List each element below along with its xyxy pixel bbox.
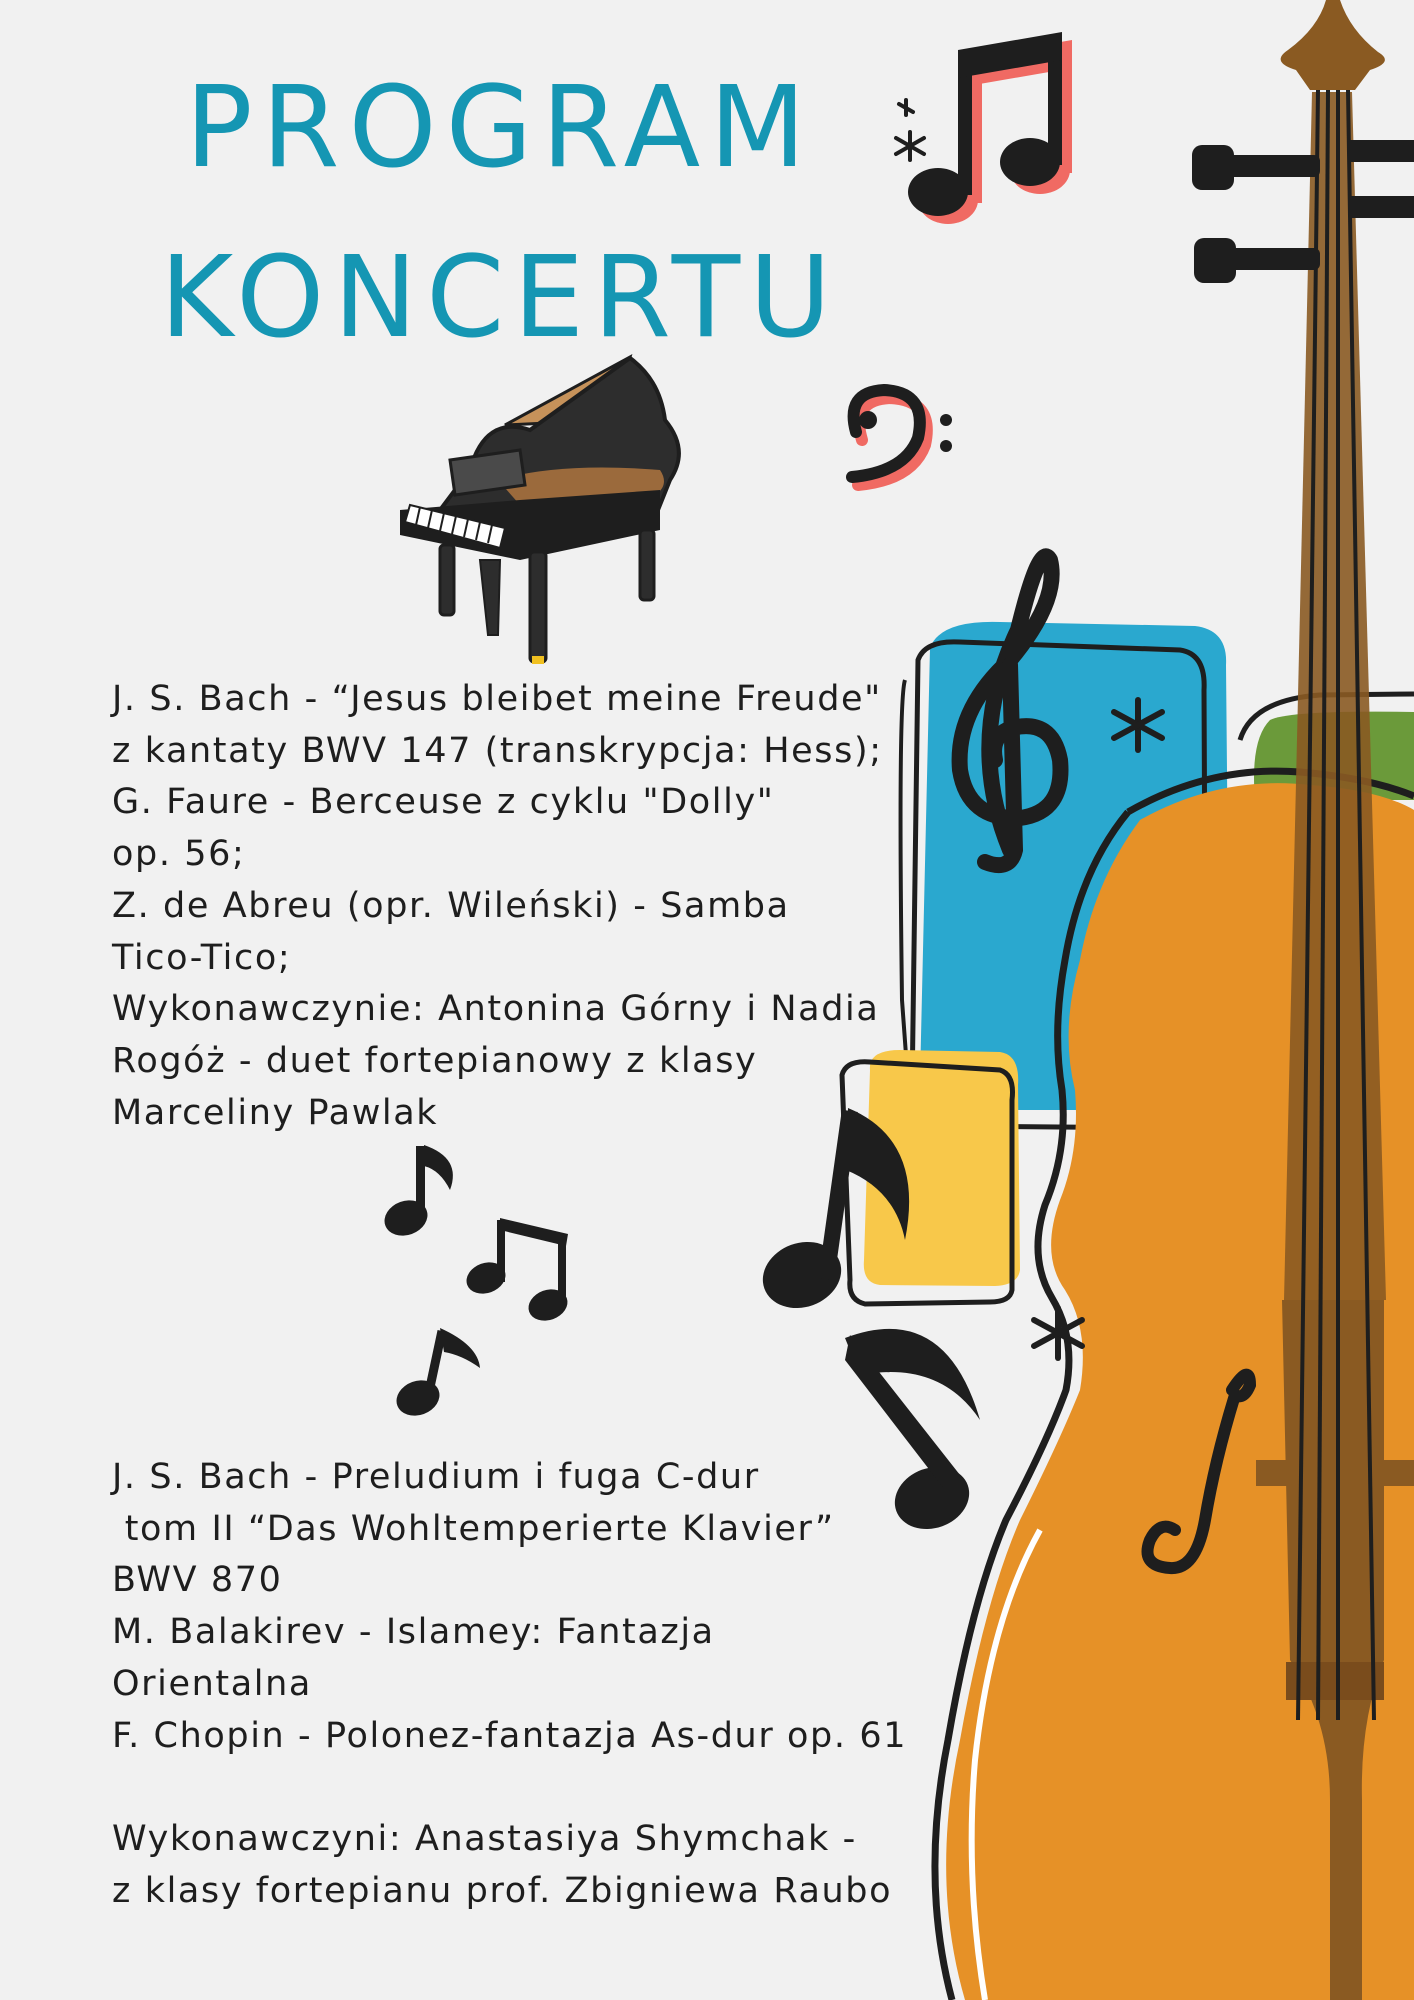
program-line: M. Balakirev - Islamey: Fantazja xyxy=(112,1612,715,1653)
performers-line: z klasy fortepianu prof. Zbigniewa Raubo xyxy=(112,1870,893,1911)
asterisk-icon xyxy=(1034,1308,1082,1358)
program-line: J. S. Bach - Preludium i fuga C-dur xyxy=(112,1457,760,1497)
performers-line: Wykonawczyni: Anastasiya Shymchak - xyxy=(112,1818,857,1859)
program-line: J. S. Bach - “Jesus bleibet meine Freude" xyxy=(112,679,882,719)
music-note-icon xyxy=(462,1218,572,1326)
program-line: z kantaty BWV 147 (transkrypcja: Hess); xyxy=(112,730,883,771)
performers-line: Rogóż - duet fortepianowy z klasy xyxy=(112,1040,758,1081)
music-note-icon xyxy=(380,1145,453,1241)
program-section-2 xyxy=(112,1452,907,1917)
program-line: Tico-Tico; xyxy=(112,937,292,978)
program-line: op. 56; xyxy=(112,834,246,875)
performers-line: Marceliny Pawlak xyxy=(112,1092,439,1133)
performers-line: Wykonawczynie: Antonina Górny i Nadia xyxy=(112,989,880,1030)
bass-clef-icon xyxy=(852,390,952,485)
grand-piano-icon xyxy=(400,357,679,664)
page-title-line-1: PROGRAM xyxy=(185,63,815,193)
music-note-icon xyxy=(392,1328,480,1421)
program-line: G. Faure - Berceuse z cyklu "Dolly" xyxy=(112,782,775,823)
program-line: F. Chopin - Polonez-fantazja As-dur op. 61 xyxy=(112,1715,908,1756)
page-title-line-2: KONCERTU xyxy=(159,233,841,363)
program-section-1 xyxy=(112,674,883,1139)
program-line: Orientalna xyxy=(112,1663,312,1704)
bridge xyxy=(1256,1460,1414,1486)
program-line: Z. de Abreu (opr. Wileński) - Samba xyxy=(112,885,790,926)
program-line: tom II “Das Wohltemperierte Klavier” xyxy=(112,1508,835,1549)
spacer-line xyxy=(112,1762,907,1814)
cello-scroll xyxy=(1281,0,1385,90)
program-line: BWV 870 xyxy=(112,1560,283,1601)
